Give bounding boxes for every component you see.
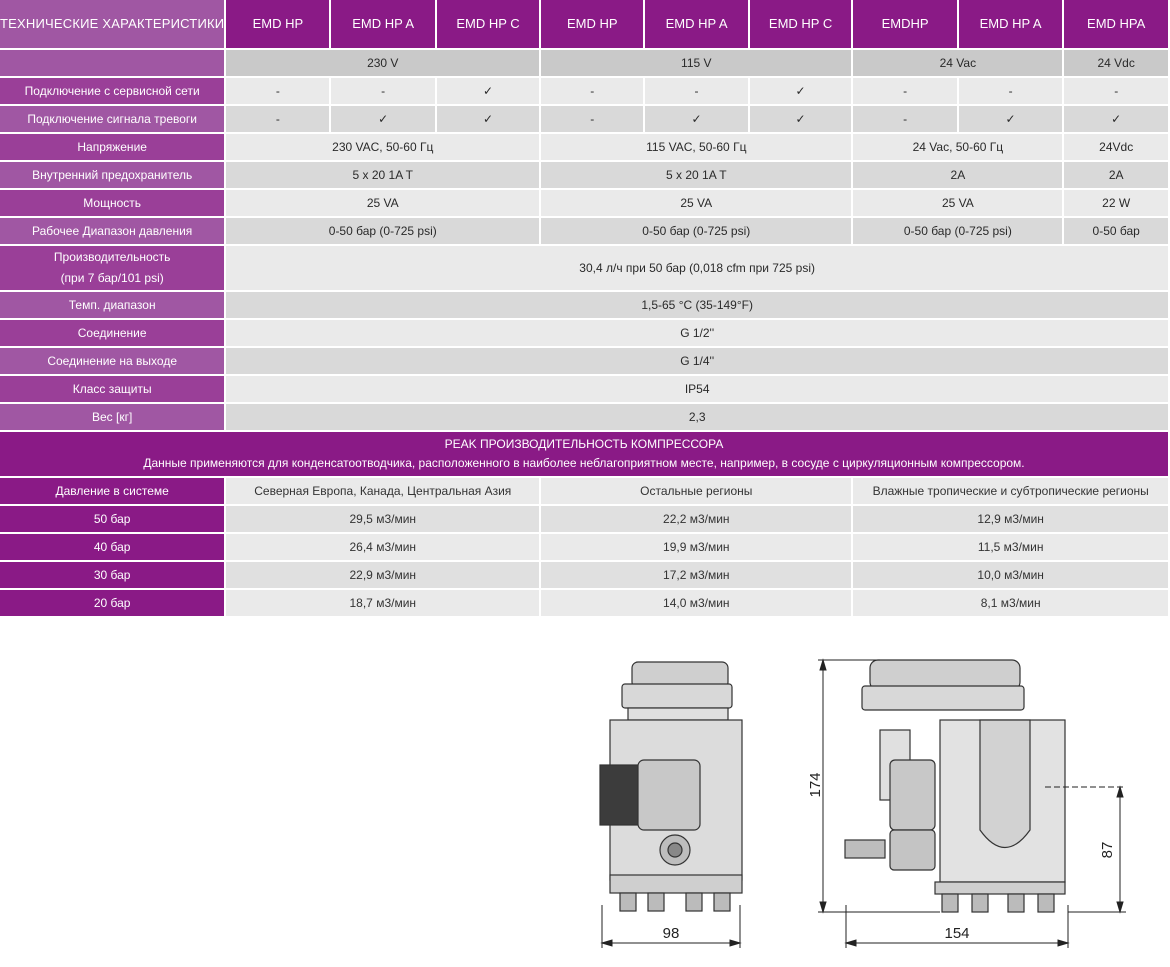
check-icon: ✓ [331,106,434,132]
header-label: ТЕХНИЧЕСКИЕ ХАРАКТЕРИСТИКИ [0,0,224,48]
row-label: Соединение на выходе [0,348,224,374]
table-cell: 1,5-65 °C (35-149°F) [226,292,1168,318]
row-label: Вес [кг] [0,404,224,430]
table-cell: 17,2 м3/мин [541,562,851,588]
table-cell: - [959,78,1063,104]
row-label: Подключение сигнала тревоги [0,106,224,132]
check-icon: ✓ [437,78,539,104]
inlet-height-label: 87 [1099,841,1116,859]
row-label: 50 бар [0,506,224,532]
table-cell: 25 VA [853,190,1062,216]
row-label: Соединение [0,320,224,346]
model-header: EMD HP A [959,0,1063,48]
row-label [0,246,224,290]
voltage-cell: 24 Vdc [1064,50,1168,76]
table-cell: G 1/2'' [226,320,1168,346]
row-label: Давление в системе [0,478,224,504]
region-header: Северная Европа, Канада, Центральная Азия [226,478,539,504]
table-cell: 22,2 м3/мин [541,506,851,532]
table-cell: IP54 [226,376,1168,402]
table-cell: 5 x 20 1A T [226,162,539,188]
check-icon: ✓ [1064,106,1168,132]
model-header: EMDHP [853,0,956,48]
region-header: Влажные тропические и субтропические регионы [853,478,1168,504]
fuse-row [0,162,1168,188]
table-cell: - [541,78,643,104]
peak-banner-cell [0,432,1168,476]
check-icon: ✓ [750,106,852,132]
table-cell: 12,9 м3/мин [853,506,1168,532]
table-cell: 22,9 м3/мин [226,562,539,588]
supply-row [0,134,1168,160]
row-label: 20 бар [0,590,224,616]
check-icon: ✓ [750,78,852,104]
table-cell: 14,0 м3/мин [541,590,851,616]
row-label: 40 бар [0,534,224,560]
model-header: EMD HP C [437,0,539,48]
row-label: Рабочее Диапазон давления [0,218,224,244]
table-cell: 24Vdc [1064,134,1168,160]
table-cell: 11,5 м3/мин [853,534,1168,560]
table-cell: 26,4 м3/мин [226,534,539,560]
table-cell: - [226,106,329,132]
peak-banner [0,432,1168,476]
row-label: Мощность [0,190,224,216]
table-cell: - [541,106,643,132]
table-cell: 0-50 бар (0-725 psi) [853,218,1062,244]
alarm-row [0,106,1168,132]
table-cell: - [226,78,329,104]
table-cell: 18,7 м3/мин [226,590,539,616]
connection-row [0,320,1168,346]
region-header-row [0,478,1168,504]
table-cell: 0-50 бар [1064,218,1168,244]
power-row [0,190,1168,216]
table-cell: 24 Vac, 50-60 Гц [853,134,1062,160]
peak-title: PEAK ПРОИЗВОДИТЕЛЬНОСТЬ КОМПРЕССОРА [444,437,724,452]
table-cell: 115 VAC, 50-60 Гц [541,134,851,160]
protection-row [0,376,1168,402]
outlet-row [0,348,1168,374]
table-cell: 29,5 м3/мин [226,506,539,532]
table-cell: - [853,78,956,104]
table-cell: 22 W [1064,190,1168,216]
table-cell: - [1064,78,1168,104]
pressure-row [0,218,1168,244]
voltage-cell: 115 V [541,50,851,76]
table-cell: 10,0 м3/мин [853,562,1168,588]
table-cell: 25 VA [541,190,851,216]
weight-row [0,404,1168,430]
table-cell: 8,1 м3/мин [853,590,1168,616]
table-cell: 5 x 20 1A T [541,162,851,188]
model-header: EMD HP [541,0,643,48]
table-cell: 30,4 л/ч при 50 бар (0,018 cfm при 725 psi) [226,246,1168,290]
check-icon: ✓ [959,106,1063,132]
voltage-cell: 230 V [226,50,539,76]
table-cell: 2A [1064,162,1168,188]
row-label: Темп. диапазон [0,292,224,318]
row-label: Класс защиты [0,376,224,402]
row-label [0,50,224,76]
header-row [0,0,1168,48]
side-width-label: 154 [944,925,970,942]
model-header: EMD HP C [750,0,852,48]
model-header: EMD HPA [1064,0,1168,48]
peak-note: Данные применяются для конденсатоотводчика, расположенного в наиболее неблагоприятном месте, например, в сосуде с циркуляционным компрессором. [143,456,1025,470]
table-cell: 25 VA [226,190,539,216]
capacity-label-line1: Производительность [53,250,171,264]
region-header: Остальные регионы [541,478,851,504]
temp-row [0,292,1168,318]
check-icon: ✓ [645,106,747,132]
side-view-drawing [845,660,1065,912]
region-row [0,534,1168,560]
capacity-row [0,246,1168,290]
model-header: EMD HP A [331,0,434,48]
region-row [0,506,1168,532]
table-cell: 19,9 м3/мин [541,534,851,560]
height-label: 174 [807,772,824,798]
voltage-cell: 24 Vac [853,50,1062,76]
table-cell: 2,3 [226,404,1168,430]
table-cell: 230 VAC, 50-60 Гц [226,134,539,160]
capacity-label-line2: (при 7 бар/101 psi) [60,271,164,285]
table-cell: 2A [853,162,1062,188]
row-label: Напряжение [0,134,224,160]
front-view-drawing [600,662,742,911]
model-header: EMD HP [226,0,329,48]
table-cell: G 1/4'' [226,348,1168,374]
row-label: Подключение с сервисной сети [0,78,224,104]
check-icon: ✓ [437,106,539,132]
table-cell: - [331,78,434,104]
table-cell: 0-50 бар (0-725 psi) [541,218,851,244]
row-label: 30 бар [0,562,224,588]
table-cell: 0-50 бар (0-725 psi) [226,218,539,244]
region-row [0,590,1168,616]
model-header: EMD HP A [645,0,747,48]
dimension-drawings [590,650,1150,950]
voltage-row [0,50,1168,76]
region-row [0,562,1168,588]
front-width-label: 98 [662,925,680,942]
table-cell: - [853,106,956,132]
service-row [0,78,1168,104]
table-cell: - [645,78,747,104]
row-label: Внутренний предохранитель [0,162,224,188]
